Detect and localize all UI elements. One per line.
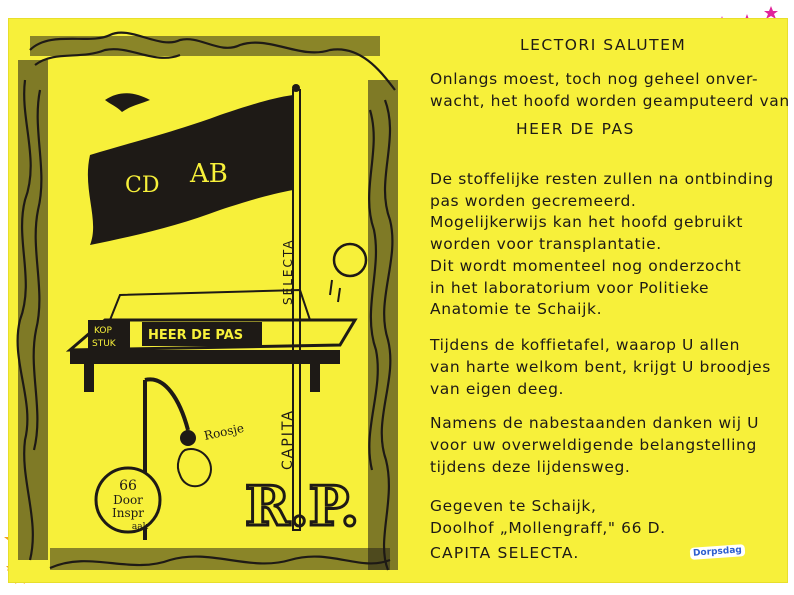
disc-line-4: aak (131, 522, 149, 532)
paragraph-2-line-6: in het laboratorium voor Politieke (430, 279, 710, 297)
paragraph-2-line-3: Mogelijkerwijs kan het hoofd gebruikt (430, 213, 744, 231)
pole-text-capita: CAPITA (280, 409, 296, 470)
title: LECTORI SALUTEM (520, 36, 687, 54)
flag-text-right: AB (190, 159, 228, 189)
site-logo: Dorpsdag (690, 544, 746, 560)
paragraph-1-line-1: Onlangs moest, toch nog geheel onver- (430, 70, 759, 88)
stuk-text: STUK (92, 339, 116, 349)
kop-text: KOP (94, 326, 112, 336)
paragraph-3-line-3: van eigen deeg. (430, 380, 565, 398)
paragraph-2-line-5: Dit wordt momenteel nog onderzocht (430, 257, 742, 275)
paragraph-2-line-4: worden voor transplantatie. (430, 235, 662, 253)
roosje-text: Roosje (202, 420, 246, 443)
signature-line-2: Doolhof „Mollengraff," 66 D. (430, 519, 666, 537)
signature-line-1: Gegeven te Schaijk, (430, 497, 597, 515)
deceased-name: HEER DE PAS (516, 120, 635, 138)
pole-text-selecta: SELECTA (281, 238, 295, 305)
paragraph-2-line-1: De stoffelijke resten zullen na ontbinding (430, 170, 774, 188)
paragraph-2-line-7: Anatomie te Schaijk. (430, 300, 603, 318)
flag-text-left: CD (125, 173, 160, 198)
disc-line-2: Door (113, 493, 143, 507)
paragraph-1-line-2: wacht, het hoofd worden geamputeerd van (430, 92, 790, 110)
paragraph-4-line-3: tijdens deze lijdensweg. (430, 458, 631, 476)
paragraph-3-line-2: van harte welkom bent, krijgt U broodjes (430, 358, 771, 376)
disc-line-1: 66 (119, 478, 137, 494)
paragraph-4-line-1: Namens de nabestaanden danken wij U (430, 414, 760, 432)
rp-monogram: R.P. (245, 474, 360, 538)
signature-line-3: CAPITA SELECTA. (430, 544, 580, 562)
banner-text: HEER DE PAS (148, 328, 244, 343)
paragraph-3-line-1: Tijdens de koffietafel, waarop U allen (430, 336, 740, 354)
paragraph-2-line-2: pas worden gecremeerd. (430, 192, 637, 210)
paragraph-4-line-2: voor uw overweldigende belangstelling (430, 436, 757, 454)
disc-line-3: Inspr (111, 506, 145, 520)
